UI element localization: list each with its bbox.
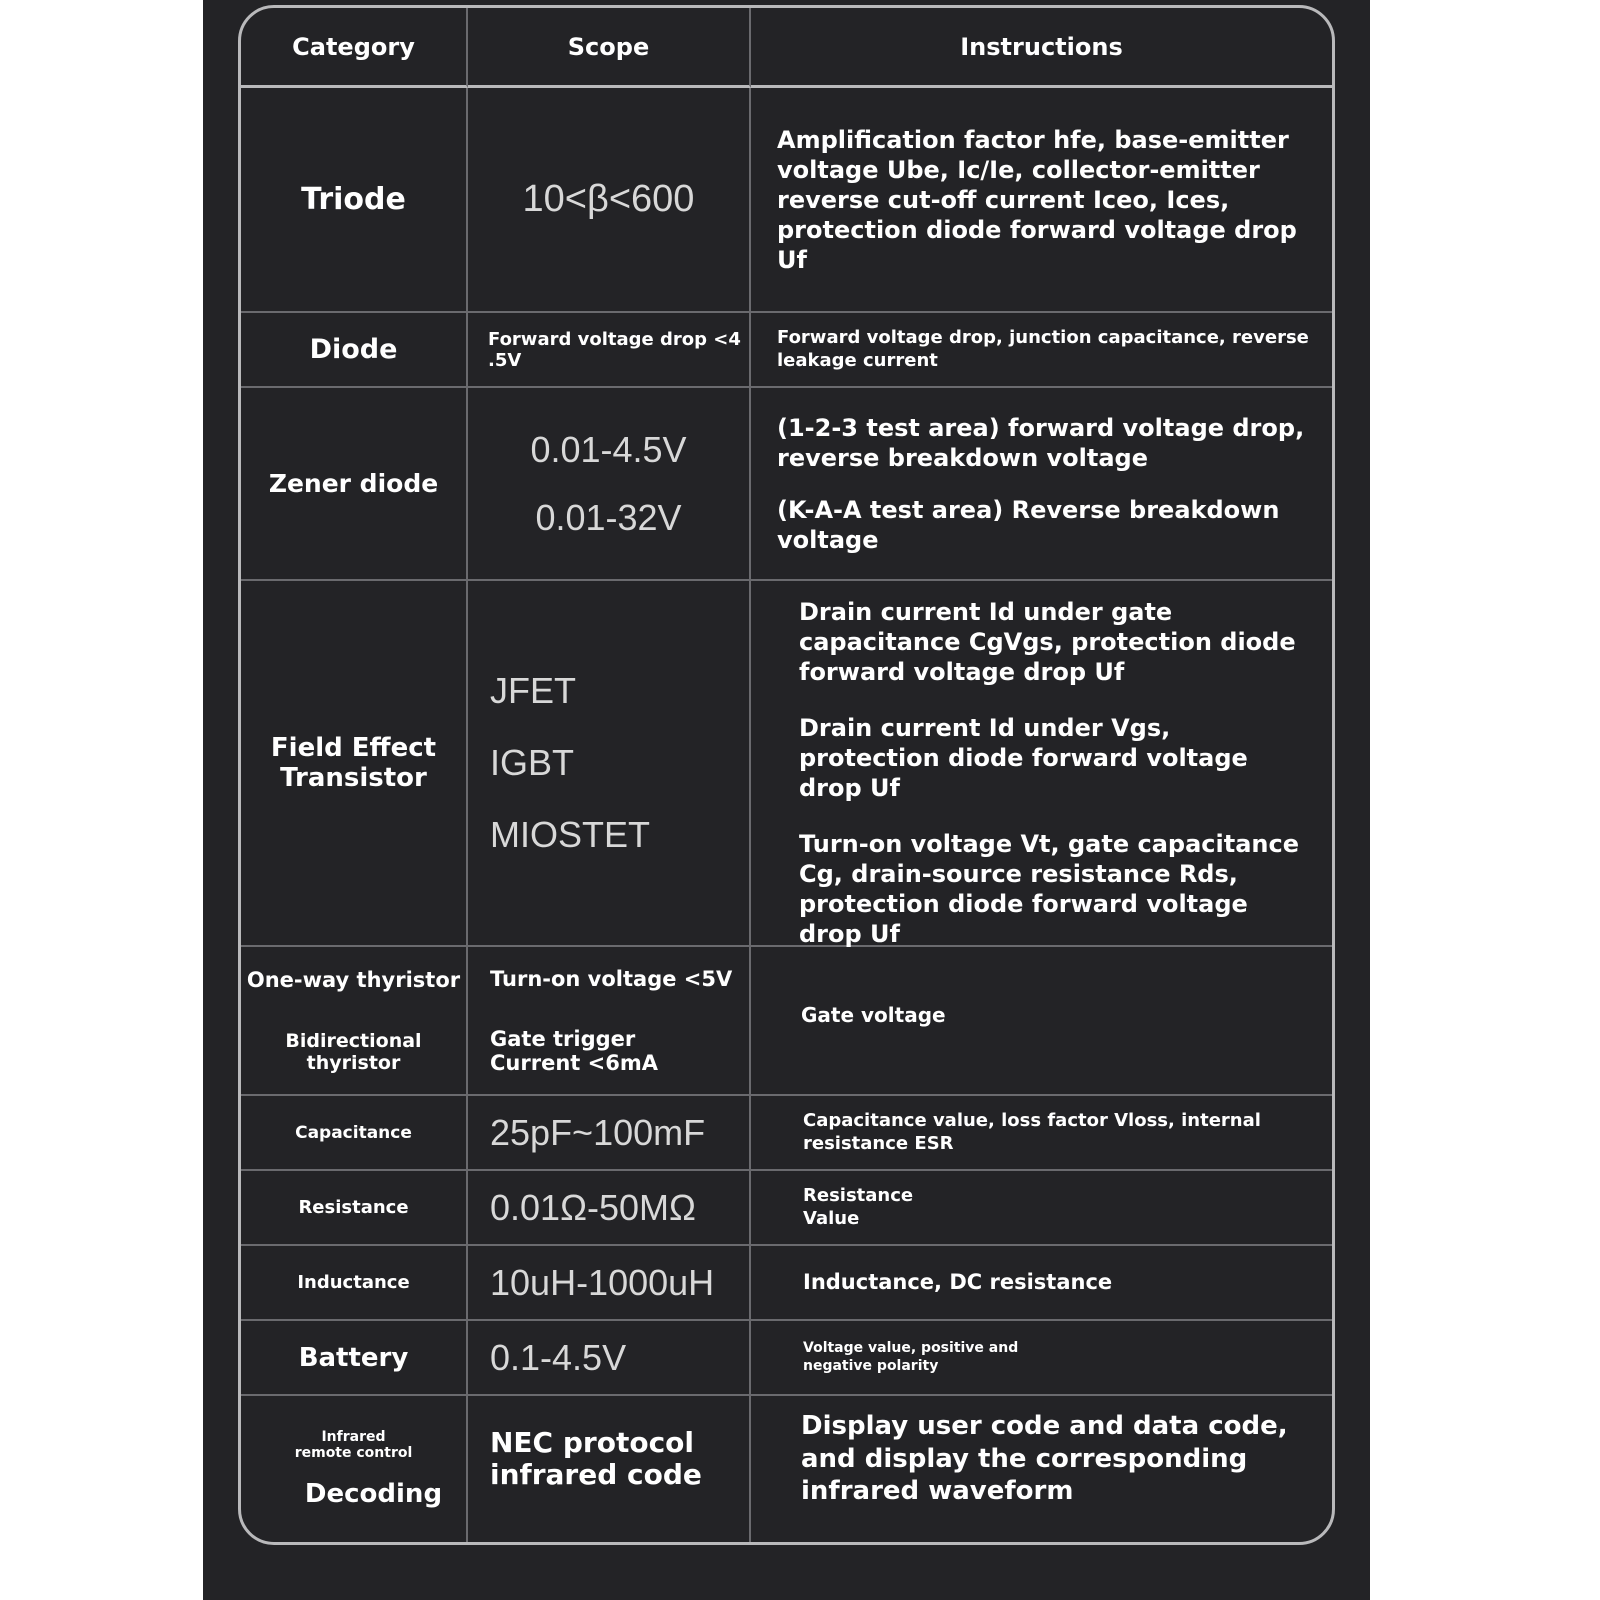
instructions-cell (751, 388, 1332, 581)
category-line: Decoding (304, 1479, 443, 1509)
instructions-cell (751, 581, 1332, 947)
scope-cell: 0.01Ω-50MΩ (468, 1171, 751, 1246)
scope-cell (468, 388, 751, 581)
category-cell: Capacitance (241, 1096, 468, 1171)
scope-line: MIOSTET (490, 814, 650, 855)
category-cell: Resistance (241, 1171, 468, 1246)
instructions-line: (K-A-A test area) Reverse breakdown voltage (777, 495, 1280, 554)
scope-cell: 10<β<600 (468, 88, 751, 313)
category-cell: Field Effect Transistor (241, 581, 468, 947)
category-cell: Triode (241, 88, 468, 313)
category-cell: Zener diode (241, 388, 468, 581)
spec-table (238, 5, 1335, 1545)
instructions-line: Drain current Id under gate capacitance CgVgs, protection diode forward voltage drop Uf (799, 598, 1296, 686)
scope-line: 0.01-4.5V (530, 428, 687, 470)
instructions-cell: Inductance, DC resistance (751, 1246, 1332, 1321)
instructions-cell: Voltage value, positive and negative polarity (751, 1321, 1332, 1396)
header-category: Category (241, 8, 468, 88)
instructions-cell: Gate voltage (751, 947, 1332, 1096)
category-line: Bidirectional thyristor (285, 1029, 422, 1074)
instructions-cell: Forward voltage drop, junction capacitance, reverse leakage current (751, 313, 1332, 388)
instructions-line: (1-2-3 test area) forward voltage drop, reverse breakdown voltage (777, 413, 1305, 472)
scope-line: Gate trigger Current <6mA (490, 1026, 658, 1075)
scope-line: Turn-on voltage <5V (490, 966, 733, 991)
instructions-cell: Display user code and data code, and display the corresponding infrared waveform (801, 1411, 1288, 1507)
scope-cell: 0.1-4.5V (468, 1321, 751, 1396)
scope-cell: 10uH-1000uH (468, 1246, 751, 1321)
instructions-cell: Resistance Value (751, 1171, 1332, 1246)
category-cell (241, 1396, 468, 1542)
scope-cell: Forward voltage drop <4 .5V (468, 313, 751, 388)
scope-cell (468, 581, 751, 947)
category-cell: Battery (241, 1321, 468, 1396)
category-cell: Inductance (241, 1246, 468, 1321)
scope-cell: 25pF~100mF (468, 1096, 751, 1171)
category-line: Infrared remote control (294, 1429, 413, 1461)
instructions-cell: Capacitance value, loss factor Vloss, internal resistance ESR (751, 1096, 1332, 1171)
category-cell: Diode (241, 313, 468, 388)
scope-line: 0.01-32V (535, 496, 682, 538)
scope-cell: NEC protocol infrared code (468, 1396, 751, 1542)
category-line: One-way thyristor (246, 967, 461, 992)
header-instructions: Instructions (751, 8, 1332, 88)
scope-line: IGBT (490, 742, 575, 783)
category-cell (241, 947, 468, 1096)
instructions-cell: Amplification factor hfe, base-emitter voltage Ube, Ic/Ie, collector-emitter reverse cut-off current Iceo, Ices, protection diode forward voltage drop Uf (751, 88, 1332, 313)
instructions-line: Turn-on voltage Vt, gate capacitance Cg, drain-source resistance Rds, protection diode forward voltage drop Uf (799, 830, 1299, 948)
instructions-line: Drain current Id under Vgs, protection diode forward voltage drop Uf (799, 714, 1248, 802)
scope-cell (468, 947, 751, 1096)
scope-line: JFET (490, 670, 576, 711)
header-scope: Scope (468, 8, 751, 88)
